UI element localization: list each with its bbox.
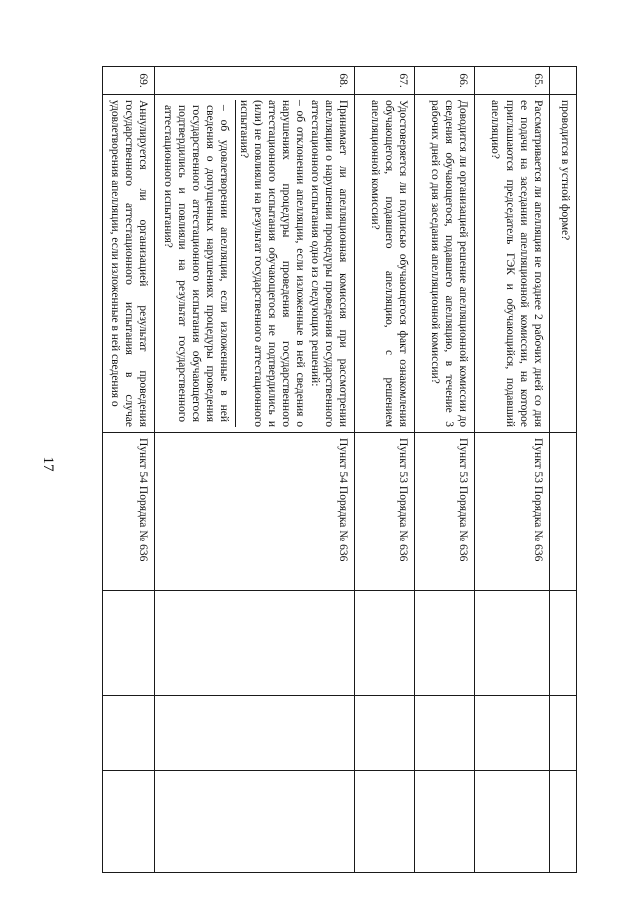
empty-cell xyxy=(550,591,577,696)
legal-basis: Пункт 54 Порядка № 636 xyxy=(103,433,155,591)
row-number: 66. xyxy=(415,67,475,95)
empty-cell xyxy=(355,771,415,873)
row-number: 69. xyxy=(103,67,155,95)
question-cell xyxy=(155,95,355,433)
table-row xyxy=(155,67,355,873)
empty-cell xyxy=(355,591,415,696)
question-option-reject: – об отклонении апелляции, если изложенные в ней сведения о нарушениях процедуры проведения государственного аттестационного испытания обучающегося не подтвердились и (или) не повлияли на результат государственного аттестационного испытания? xyxy=(237,100,307,427)
legal-basis: Пункт 53 Порядка № 636 xyxy=(415,433,475,591)
question-text: проводится в устной форме? xyxy=(550,95,577,433)
empty-cell xyxy=(475,696,550,771)
legal-basis: Пункт 54 Порядка № 636 xyxy=(155,433,355,591)
legal-basis: Пункт 53 Порядка № 636 xyxy=(475,433,550,591)
empty-cell xyxy=(355,696,415,771)
document-sheet xyxy=(105,66,577,872)
empty-cell xyxy=(550,696,577,771)
table-row xyxy=(475,67,550,873)
empty-cell xyxy=(155,696,355,771)
question-text: Удостоверяется ли подписью обучающегося факт ознакомления обучающегося, подавшего апелляцию, с решением апелляционной комиссии? xyxy=(355,95,415,433)
question-text: Принимает ли апелляционная комиссия при рассмотрении апелляции о нарушении процедуры проведения государственного аттестационного испытания одно из следующих решений: xyxy=(308,100,349,427)
row-number xyxy=(550,67,577,95)
question-text: Аннулируется ли организацией результат проведения государственного аттестационного испытания в случае удовлетворения апелляции, если изложенные в ней сведения о xyxy=(103,95,155,433)
empty-cell xyxy=(550,771,577,873)
empty-cell xyxy=(415,771,475,873)
legal-basis xyxy=(550,433,577,591)
table-row xyxy=(550,67,577,873)
empty-cell xyxy=(103,591,155,696)
empty-cell xyxy=(475,771,550,873)
empty-cell xyxy=(155,771,355,873)
question-text: Рассматривается ли апелляция не позднее 2 рабочих дней со дня ее подачи на заседании апелляционной комиссии, на которое приглашаются председатель ГЭК и обучающийся, подавший апелляцию? xyxy=(475,95,550,433)
legal-basis: Пункт 53 Порядка № 636 xyxy=(355,433,415,591)
question-text: Доводится ли организацией решение апелляционной комиссии до сведения обучающегося, подавшего апелляцию, в течение 3 рабочих дней со дня заседания апелляционной комиссии? xyxy=(415,95,475,433)
page-number: 17 xyxy=(40,456,56,472)
empty-cell xyxy=(415,591,475,696)
table-row xyxy=(355,67,415,873)
empty-cell xyxy=(103,696,155,771)
empty-cell xyxy=(103,771,155,873)
table-row xyxy=(415,67,475,873)
table-row xyxy=(103,67,155,873)
empty-cell xyxy=(475,591,550,696)
question-option-accept: – об удовлетворении апелляции, если изложенные в ней сведения о допущенных нарушениях процедуры проведения государственного аттестационного испытания обучающегося подтвердились и повлияли на результат государственного аттестационного испытания? xyxy=(160,100,236,427)
row-number: 67. xyxy=(355,67,415,95)
empty-cell xyxy=(415,696,475,771)
checklist-table xyxy=(102,66,577,873)
row-number: 65. xyxy=(475,67,550,95)
row-number: 68. xyxy=(155,67,355,95)
empty-cell xyxy=(155,591,355,696)
